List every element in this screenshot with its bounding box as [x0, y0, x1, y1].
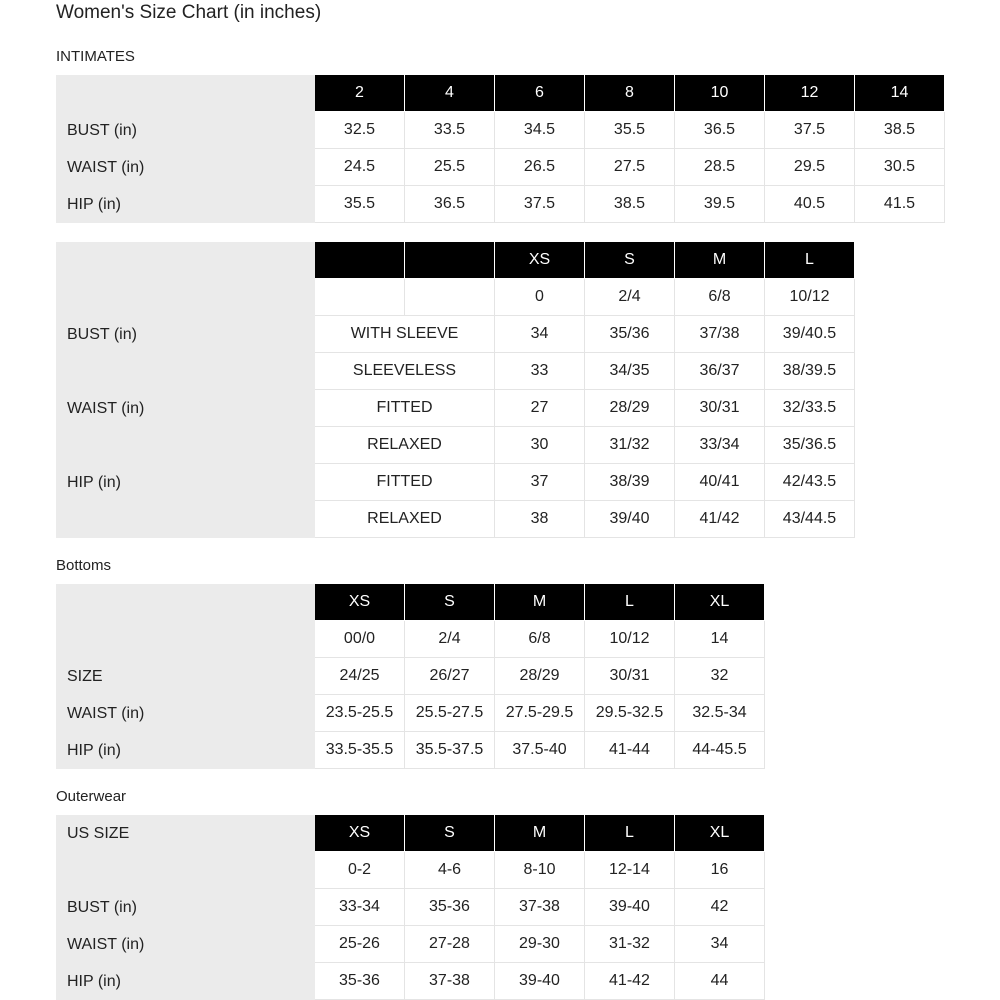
- table-cell: 28.5: [675, 149, 765, 186]
- row-label: HIP (in): [56, 464, 315, 501]
- table-cell: 24/25: [315, 658, 405, 695]
- row-label: HIP (in): [56, 186, 315, 223]
- table-cell: 25.5: [405, 149, 495, 186]
- table-cell: 30: [495, 427, 585, 464]
- table-cell: 29-30: [495, 926, 585, 963]
- table-cell: 33/34: [675, 427, 765, 464]
- table-cell: 40.5: [765, 186, 855, 223]
- table-row: [56, 390, 855, 427]
- table-row: [56, 926, 765, 963]
- size-header: L: [585, 584, 675, 621]
- table-cell: 35.5: [585, 112, 675, 149]
- table-cell: 42: [675, 889, 765, 926]
- table-cell: 28/29: [585, 390, 675, 427]
- blank-header: [405, 242, 495, 279]
- table-row: [56, 112, 945, 149]
- numeric-size-cell: 00/0: [315, 621, 405, 658]
- numeric-size-cell: 6/8: [675, 279, 765, 316]
- table-row: [56, 149, 945, 186]
- table-row: [56, 658, 765, 695]
- row-label: [56, 75, 315, 112]
- size-header: XS: [315, 584, 405, 621]
- size-header: M: [675, 242, 765, 279]
- table-cell: 33: [495, 353, 585, 390]
- size-header: XS: [495, 242, 585, 279]
- table-cell: 43/44.5: [765, 501, 855, 538]
- table-cell: 40/41: [675, 464, 765, 501]
- table-row: [56, 427, 855, 464]
- size-header: L: [765, 242, 855, 279]
- row-label: WAIST (in): [56, 926, 315, 963]
- numeric-size-cell: 2/4: [405, 621, 495, 658]
- table-cell: 34.5: [495, 112, 585, 149]
- table-cell: 31-32: [585, 926, 675, 963]
- table-cell: 38.5: [585, 186, 675, 223]
- row-label: SIZE: [56, 658, 315, 695]
- table-cell: 28/29: [495, 658, 585, 695]
- numeric-size-cell: 0-2: [315, 852, 405, 889]
- fit-type-cell: WITH SLEEVE: [315, 316, 495, 353]
- numeric-size-cell: 12-14: [585, 852, 675, 889]
- size-header: S: [405, 815, 495, 852]
- size-header: XL: [675, 584, 765, 621]
- bottoms-table: [56, 584, 765, 769]
- size-header: 8: [585, 75, 675, 112]
- table-cell: 35/36.5: [765, 427, 855, 464]
- table-header-row: [56, 584, 765, 621]
- numeric-size-cell: 6/8: [495, 621, 585, 658]
- section-label-bottoms: Bottoms: [56, 557, 112, 574]
- fit-type-cell: FITTED: [315, 390, 495, 427]
- table-cell: 25.5-27.5: [405, 695, 495, 732]
- row-label: WAIST (in): [56, 390, 315, 427]
- fit-type-cell: RELAXED: [315, 427, 495, 464]
- size-header: 2: [315, 75, 405, 112]
- table-cell: 33-34: [315, 889, 405, 926]
- table-cell: 41-44: [585, 732, 675, 769]
- size-header: 6: [495, 75, 585, 112]
- row-label: BUST (in): [56, 112, 315, 149]
- table-row: [56, 353, 855, 390]
- row-label: [56, 279, 315, 316]
- row-label: BUST (in): [56, 889, 315, 926]
- table-cell: 37.5-40: [495, 732, 585, 769]
- row-label: HIP (in): [56, 732, 315, 769]
- table-cell: 39-40: [585, 889, 675, 926]
- table-cell: 38: [495, 501, 585, 538]
- size-header: 10: [675, 75, 765, 112]
- table-cell: 23.5-25.5: [315, 695, 405, 732]
- page-title: Women's Size Chart (in inches): [56, 2, 322, 23]
- numeric-size-row: [56, 279, 855, 316]
- table-cell: 34: [675, 926, 765, 963]
- section-label-intimates: INTIMATES: [56, 48, 135, 65]
- table-row: [56, 501, 855, 538]
- table-cell: 35-36: [405, 889, 495, 926]
- table-cell: 34: [495, 316, 585, 353]
- table-cell: 30/31: [585, 658, 675, 695]
- table-cell: 27: [495, 390, 585, 427]
- table-cell: 35-36: [315, 963, 405, 1000]
- size-header: XL: [675, 815, 765, 852]
- table-cell: 26.5: [495, 149, 585, 186]
- numeric-size-cell: 10/12: [765, 279, 855, 316]
- row-label: [56, 353, 315, 390]
- row-label: [56, 242, 315, 279]
- size-header: M: [495, 815, 585, 852]
- row-label: [56, 427, 315, 464]
- section-label-outerwear: Outerwear: [56, 788, 127, 805]
- numeric-size-cell: 0: [495, 279, 585, 316]
- size-header: 12: [765, 75, 855, 112]
- fit-type-cell: RELAXED: [315, 501, 495, 538]
- row-label: BUST (in): [56, 316, 315, 353]
- table-cell: 37-38: [495, 889, 585, 926]
- row-label: [56, 621, 315, 658]
- table-row: [56, 963, 765, 1000]
- row-label: [56, 852, 315, 889]
- table-cell: 27.5-29.5: [495, 695, 585, 732]
- table-cell: 35/36: [585, 316, 675, 353]
- table-cell: 35.5-37.5: [405, 732, 495, 769]
- table-row: [56, 464, 855, 501]
- table-cell: 27.5: [585, 149, 675, 186]
- table-cell: 41-42: [585, 963, 675, 1000]
- table-row: [56, 695, 765, 732]
- row-label: [56, 501, 315, 538]
- table-row: [56, 889, 765, 926]
- table-cell: 37/38: [675, 316, 765, 353]
- row-label: HIP (in): [56, 963, 315, 1000]
- table-cell: 42/43.5: [765, 464, 855, 501]
- table-cell: 27-28: [405, 926, 495, 963]
- size-header: M: [495, 584, 585, 621]
- numeric-size-cell: 2/4: [585, 279, 675, 316]
- blank-header: [315, 242, 405, 279]
- table-cell: 25-26: [315, 926, 405, 963]
- table-cell: 39/40.5: [765, 316, 855, 353]
- row-label: WAIST (in): [56, 695, 315, 732]
- table-cell: 37.5: [495, 186, 585, 223]
- table-cell: 32: [675, 658, 765, 695]
- size-header: 4: [405, 75, 495, 112]
- table-cell: 24.5: [315, 149, 405, 186]
- row-label: US SIZE: [56, 815, 315, 852]
- numeric-size-cell: 10/12: [585, 621, 675, 658]
- row-label: WAIST (in): [56, 149, 315, 186]
- table-cell: 29.5: [765, 149, 855, 186]
- numeric-size-cell: 16: [675, 852, 765, 889]
- table-cell: 32.5: [315, 112, 405, 149]
- intimates-table: [56, 75, 945, 223]
- table-cell: 37.5: [765, 112, 855, 149]
- table-row: [56, 186, 945, 223]
- table-cell: 44: [675, 963, 765, 1000]
- size-header: L: [585, 815, 675, 852]
- table-cell: 38.5: [855, 112, 945, 149]
- table-cell: 35.5: [315, 186, 405, 223]
- table-cell: 30/31: [675, 390, 765, 427]
- table-cell: 30.5: [855, 149, 945, 186]
- table-header-row: [56, 75, 945, 112]
- size-header: XS: [315, 815, 405, 852]
- table-cell: 26/27: [405, 658, 495, 695]
- table-cell: 36/37: [675, 353, 765, 390]
- table-cell: 41/42: [675, 501, 765, 538]
- table-row: [56, 732, 765, 769]
- table-cell: 33.5: [405, 112, 495, 149]
- numeric-size-cell: 14: [675, 621, 765, 658]
- tops-table: [56, 242, 855, 538]
- numeric-size-row: [56, 621, 765, 658]
- table-cell: 41.5: [855, 186, 945, 223]
- table-cell: 34/35: [585, 353, 675, 390]
- table-header-row: [56, 815, 765, 852]
- outerwear-table: [56, 815, 765, 1000]
- table-cell: 39/40: [585, 501, 675, 538]
- size-header: 14: [855, 75, 945, 112]
- table-row: [56, 316, 855, 353]
- table-cell: 31/32: [585, 427, 675, 464]
- size-header: S: [405, 584, 495, 621]
- table-cell: 37: [495, 464, 585, 501]
- table-cell: 44-45.5: [675, 732, 765, 769]
- table-cell: 38/39: [585, 464, 675, 501]
- table-cell: 38/39.5: [765, 353, 855, 390]
- table-cell: 32.5-34: [675, 695, 765, 732]
- numeric-size-cell: 8-10: [495, 852, 585, 889]
- table-cell: 36.5: [675, 112, 765, 149]
- fit-type-cell: SLEEVELESS: [315, 353, 495, 390]
- row-label: [56, 584, 315, 621]
- table-cell: 39.5: [675, 186, 765, 223]
- size-header: S: [585, 242, 675, 279]
- table-cell: 33.5-35.5: [315, 732, 405, 769]
- table-cell: 29.5-32.5: [585, 695, 675, 732]
- table-cell: 36.5: [405, 186, 495, 223]
- numeric-size-row: [56, 852, 765, 889]
- numeric-size-cell: 4-6: [405, 852, 495, 889]
- table-cell: 37-38: [405, 963, 495, 1000]
- table-header-row: [56, 242, 855, 279]
- fit-type-cell: FITTED: [315, 464, 495, 501]
- table-cell: 39-40: [495, 963, 585, 1000]
- blank-cell: [315, 279, 405, 316]
- blank-cell: [405, 279, 495, 316]
- table-cell: 32/33.5: [765, 390, 855, 427]
